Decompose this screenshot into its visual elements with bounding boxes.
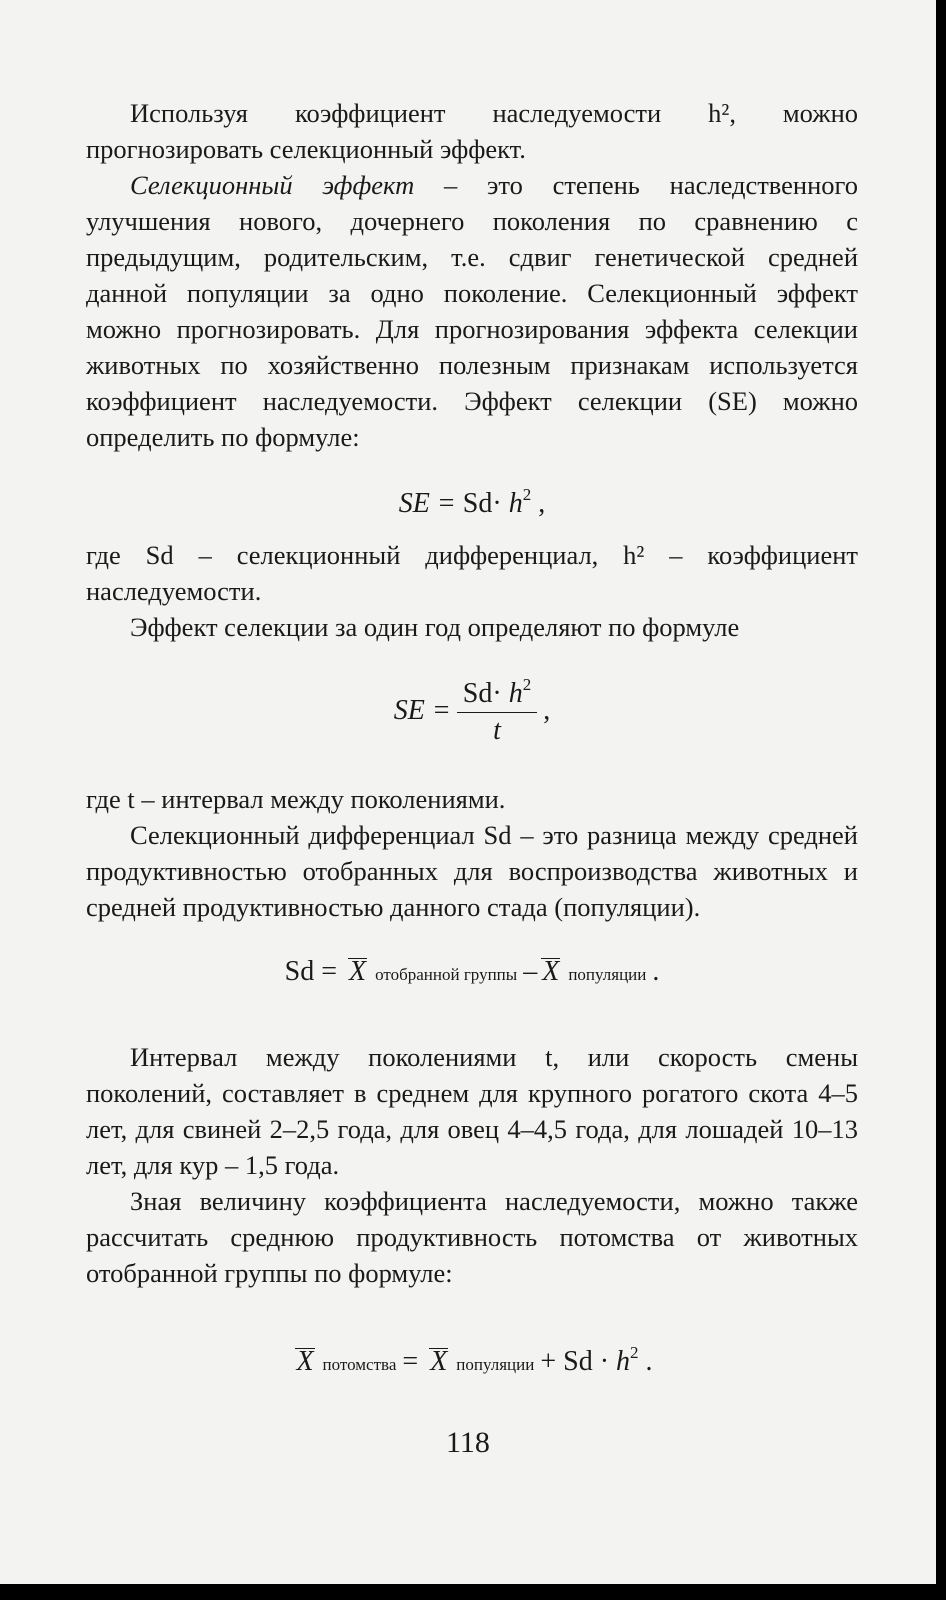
formula-sd: Sd [462,488,493,519]
paragraph-8: Зная величину коэффициента наследуемости, можно также рассчитать среднюю продуктивность потомства от животных отобранной группы по формуле: [86,1186,858,1288]
fraction-numerator: $Sd\cdot h^2$ [457,675,537,713]
paragraph-6: Селекционный дифференциал Sd – это разница между средней продуктивностью отобранных для воспроизводства животных и средней продуктивностью данного стада (популяции). [86,820,858,922]
sub-population: популяции [456,1355,535,1374]
formula-sd: Sd = X отобранной группы – X популяции . [284,956,660,987]
sub-offspring: потомства [322,1355,397,1374]
paragraph-2 [86,167,858,455]
formula-h: h [508,488,523,519]
x-bar: X [430,1346,448,1377]
formula-se-lhs: SE = [393,695,451,726]
x-bar: X [349,956,367,987]
paragraph-3: где Sd – селекционный дифференциал, h² – коэффициент наследуемости. [86,540,858,606]
paragraph-5: где t – интервал между поколениями. [86,784,506,814]
paragraph-2-text: – это степень наследственного улучшения нового, дочернего поколения по сравнению с предыдущим, родительским, т.е. сдвиг генетической средней данной популяции за одно поколение. Селекционный эффект можно прогнозировать. Для прогнозирования эффекта селекции животных по хозяйственно полезным признакам используется коэффициент наследуемости. Эффект селекции (SE) можно определить по формуле: [86,170,859,452]
formula-se-lhs: SE = [398,488,463,519]
formula-dot: · [492,488,502,519]
formula-sd-lhs: Sd = [284,956,344,987]
formula-comma: , [538,488,546,519]
sub-selected-group: отобранной группы [375,965,518,984]
x-bar: X [542,956,560,987]
fraction [457,675,537,747]
term-selection-effect: Селекционный эффект [130,170,415,200]
formula-minus: – [523,956,538,987]
fraction-denominator: t [493,715,501,746]
paragraph-7: Интервал между поколениями t, или скорость смены поколений, составляет в среднем для крупного рогатого скота 4–5 лет, для свиней 2–2,5 года, для овец 4–4,5 года, для лошадей 10–13 лет, для кур – 1,5 года. [86,1042,858,1180]
formula-se-per-year [86,663,858,759]
formula-square: 2 [522,485,532,504]
paragraph-4: Эффект селекции за один год определяют по формуле [130,612,740,642]
paragraph-1: Используя коэффициент наследуемости h², можно прогнозировать селекционный эффект. [86,98,858,164]
sub-population: популяции [568,965,647,984]
x-bar: X [296,1346,314,1377]
formula-comma: , [543,695,551,726]
page-number: 118 [446,1426,490,1459]
formula-offspring: X потомства = X популяции + $Sd \cdot h^2$ . [296,1343,653,1377]
formula-se [86,475,858,519]
